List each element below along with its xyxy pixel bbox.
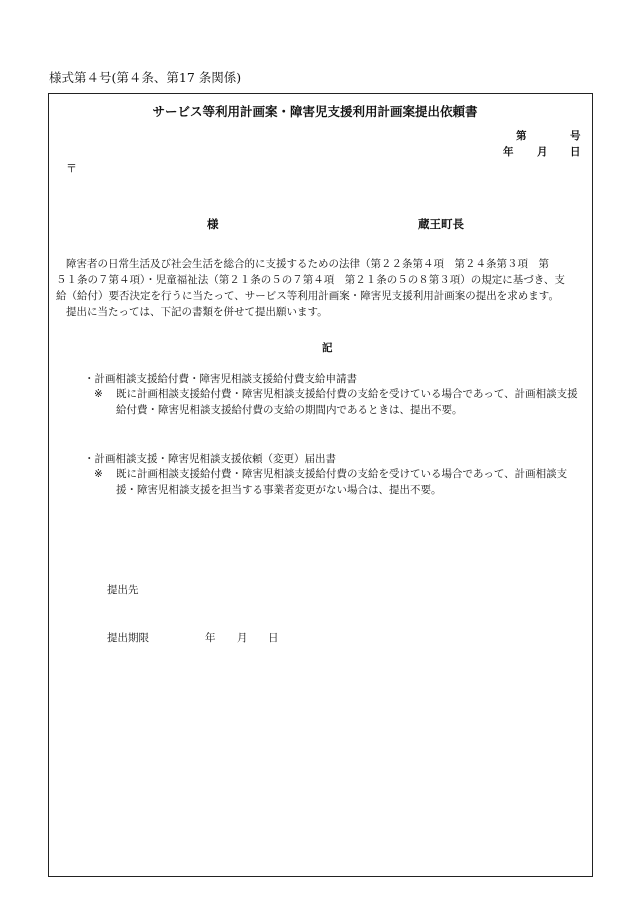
note-mark: ※ bbox=[94, 468, 103, 480]
doc-number-suffix: 号 bbox=[570, 130, 581, 142]
body-line-3: 給（給付）要否決定を行うに当たって、サービス等利用計画案・障害児支援利用計画案の提出を求めます。 bbox=[56, 290, 559, 302]
item-note bbox=[94, 386, 586, 420]
doc-number-prefix: 第 bbox=[516, 130, 527, 142]
deadline-day: 日 bbox=[268, 632, 279, 644]
note-text: 既に計画相談支援給付費・障害児相談支援給付費の支給を受けている場合であって、計画相談支援給付費・障害児相談支援給付費の支給の期間内であるときは、提出不要。 bbox=[116, 388, 578, 416]
item-heading: ・計画相談支援給付費・障害児相談支援給付費支給申請書 bbox=[84, 373, 357, 385]
body-line-2: ５１条の７第４項）・児童福祉法（第２１条の５の７第４項 第２１条の５の８第３項）の規定に基づき、支 bbox=[56, 274, 565, 286]
item-heading: ・計画相談支援・障害児相談支援依頼（変更）届出書 bbox=[84, 453, 336, 465]
body-line-4: 提出に当たっては、下記の書類を併せて提出願います。 bbox=[66, 306, 328, 318]
document-title: サービス等利用計画案・障害児支援利用計画案提出依頼書 bbox=[152, 104, 478, 119]
note-text: 既に計画相談支援給付費・障害児相談支援給付費の支給を受けている場合であって、計画相談支援・障害児相談支援を担当する事業者変更がない場合は、提出不要。 bbox=[116, 468, 568, 496]
submission-deadline-label: 提出期限 bbox=[107, 632, 149, 644]
submission-destination-label: 提出先 bbox=[107, 584, 139, 596]
sender-name: 蔵王町長 bbox=[418, 217, 464, 231]
date-year: 年 bbox=[503, 146, 514, 158]
date-day: 日 bbox=[570, 146, 581, 158]
postal-mark: 〒 bbox=[66, 162, 77, 175]
deadline-month: 月 bbox=[237, 632, 248, 644]
note-mark: ※ bbox=[94, 388, 103, 400]
ki-heading: 記 bbox=[322, 342, 333, 354]
date-month: 月 bbox=[537, 146, 548, 158]
body-line-1: 障害者の日常生活及び社会生活を総合的に支援するための法律（第２２条第４項 第２４条第３項 第 bbox=[66, 258, 549, 270]
request-paragraph bbox=[58, 256, 586, 320]
deadline-year: 年 bbox=[205, 632, 216, 644]
item-note bbox=[94, 466, 586, 500]
addressee-honorific: 様 bbox=[207, 217, 219, 231]
form-number: 様式第４号(第４条、第17 条関係) bbox=[49, 70, 242, 85]
